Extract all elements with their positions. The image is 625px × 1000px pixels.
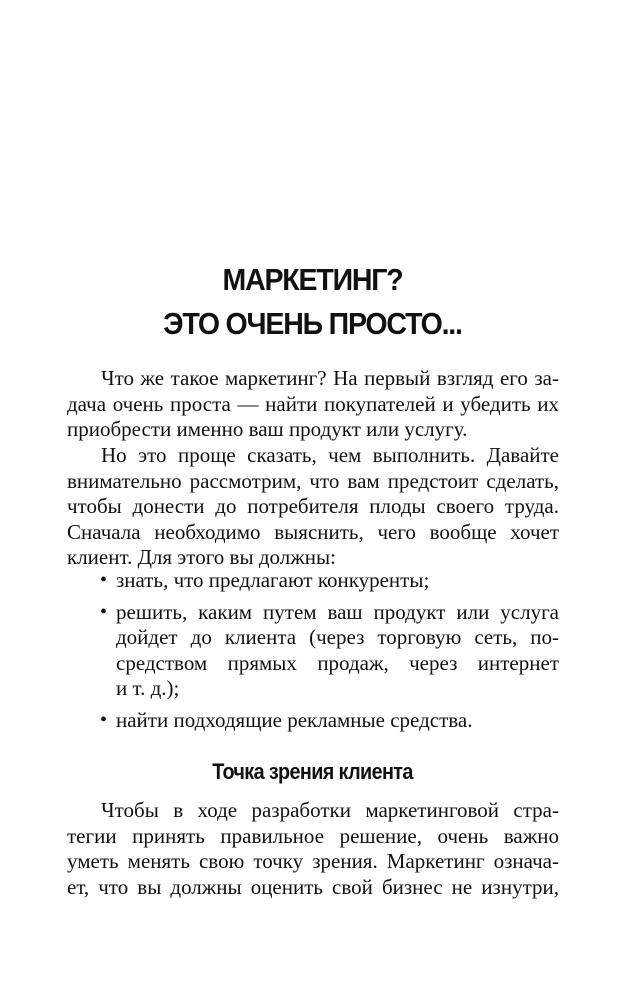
text-line: средством прямых продаж, через интернет: [116, 650, 559, 675]
text-line: Сначала необходимо выяснить, чего вообще хочет: [67, 519, 559, 544]
text-line: дойдет до клиента (через торговую сеть, по-: [116, 625, 559, 649]
text-line: найти подходящие рекламные средства.: [116, 707, 473, 732]
paragraph-1: [67, 366, 559, 443]
text-line: знать, что предлагают конкуренты;: [116, 568, 430, 592]
text-line: внимательно рассмотрим, что вам предстоит сделать,: [67, 468, 559, 493]
bullet-icon: •: [100, 600, 108, 623]
text-line: клиент. Для этого вы должны:: [67, 545, 336, 569]
text-line: дача очень проста — найти покупателей и убедить их: [67, 391, 559, 416]
text-line: Чтобы в ходе разработки маркетинговой стра-: [101, 798, 559, 822]
bullet-list: [67, 568, 559, 739]
chapter-title-line-1: МАРКЕТИНГ?: [222, 262, 403, 297]
text-line: и т. д.);: [116, 676, 180, 700]
list-item: [67, 568, 559, 594]
paragraph-2: [67, 443, 559, 571]
text-line: тегии принять правильное решение, очень важно: [67, 823, 559, 848]
text-line: Но это проще сказать, чем выполнить. Давайте: [101, 443, 559, 467]
chapter-title-line-2: ЭТО ОЧЕНЬ ПРОСТО...: [163, 306, 462, 341]
text-line: чтобы донести до потребителя плоды своего труда.: [67, 494, 559, 518]
list-item: [67, 600, 559, 702]
section-title: Точка зрения клиента: [212, 759, 413, 784]
bullet-icon: •: [100, 569, 108, 591]
text-line: решить, каким путем ваш продукт или услуга: [116, 599, 559, 624]
bullet-icon: •: [100, 708, 108, 731]
text-line: ет, что вы должны оценить свой бизнес не изнутри,: [67, 874, 559, 899]
text-line: Что же такое маркетинг? На первый взгляд его за-: [101, 366, 559, 390]
chapter-title: [25, 258, 600, 346]
text-line: уметь менять свою точку зрения. Маркетинг означа-: [67, 849, 559, 873]
paragraph-3: [67, 798, 559, 900]
list-item: [67, 708, 559, 734]
text-line: приобрести именно ваш продукт или услугу.: [67, 417, 468, 441]
